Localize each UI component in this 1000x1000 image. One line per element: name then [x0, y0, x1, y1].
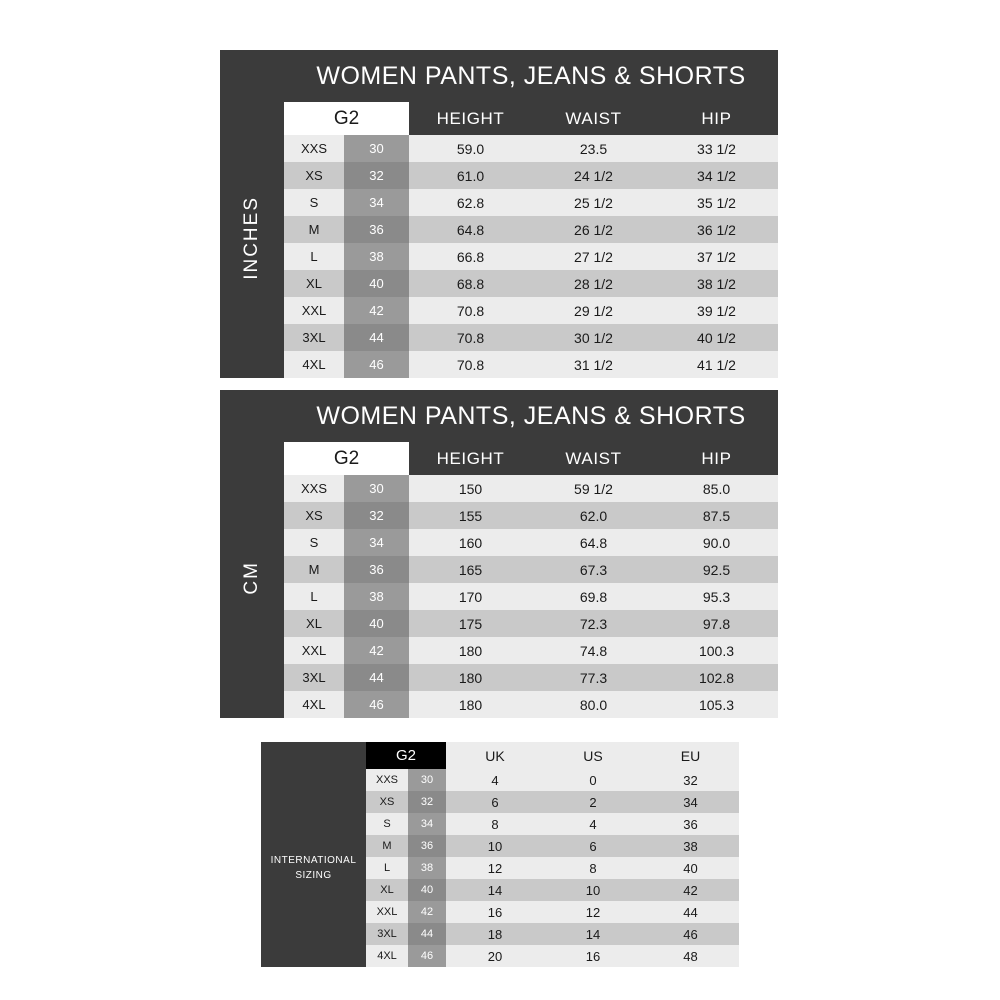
- cell-hip: 34 1/2: [697, 167, 736, 184]
- table-row: [220, 664, 778, 691]
- cell-g2: 40: [344, 610, 409, 637]
- cell-height: 175: [458, 615, 483, 632]
- cell-g2: 42: [344, 297, 409, 324]
- cell-waist: 24 1/2: [574, 167, 613, 184]
- cell-size: M: [366, 835, 408, 857]
- cell-waist: 64.8: [579, 534, 608, 551]
- cell-eu: 42: [683, 882, 698, 898]
- cell-us: 6: [589, 838, 597, 854]
- cell-hip: 41 1/2: [697, 356, 736, 373]
- cell-waist: 77.3: [579, 669, 608, 686]
- cell-size: XXL: [284, 637, 344, 664]
- cell-height: 62.8: [456, 194, 485, 211]
- cell-hip: 85.0: [702, 480, 731, 497]
- cell-g2: 36: [408, 835, 446, 857]
- column-header-waist: WAIST: [532, 102, 655, 135]
- cell-g2: 38: [344, 243, 409, 270]
- cell-g2: 38: [408, 857, 446, 879]
- cell-height: 180: [458, 696, 483, 713]
- cell-size: S: [284, 189, 344, 216]
- cell-us: 10: [585, 882, 601, 898]
- cell-g2: 34: [344, 529, 409, 556]
- cell-uk: 20: [487, 948, 503, 964]
- cell-uk: 6: [491, 794, 499, 810]
- cell-height: 180: [458, 642, 483, 659]
- table-title: WOMEN PANTS, JEANS & SHORTS: [284, 50, 778, 102]
- table-banner-row: [220, 50, 778, 102]
- cell-waist: 74.8: [579, 642, 608, 659]
- cell-uk: 8: [491, 816, 499, 832]
- cell-waist: 25 1/2: [574, 194, 613, 211]
- cell-waist: 30 1/2: [574, 329, 613, 346]
- cell-height: 165: [458, 561, 483, 578]
- column-header-g2: G2: [284, 442, 409, 475]
- cell-size: XXS: [284, 475, 344, 502]
- intl-label-line1: INTERNATIONAL: [270, 855, 357, 866]
- cell-size: S: [284, 529, 344, 556]
- table-row: [220, 610, 778, 637]
- intl-label: [261, 769, 366, 967]
- cell-us: 0: [589, 772, 597, 788]
- cell-size: XXS: [284, 135, 344, 162]
- intl-column-header-eu: EU: [642, 742, 739, 769]
- cell-height: 180: [458, 669, 483, 686]
- cell-height: 150: [458, 480, 483, 497]
- banner-spacer: [220, 50, 284, 102]
- cell-size: M: [284, 216, 344, 243]
- cell-waist: 80.0: [579, 696, 608, 713]
- cell-height: 170: [458, 588, 483, 605]
- table-row: [220, 162, 778, 189]
- table-header-row: [220, 442, 778, 475]
- intl-header-spacer: [261, 742, 366, 769]
- cell-g2: 38: [344, 583, 409, 610]
- cell-eu: 32: [683, 772, 698, 788]
- unit-label: INCHES: [241, 195, 262, 280]
- size-table-inches: [220, 50, 778, 378]
- cell-uk: 12: [487, 860, 503, 876]
- cell-eu: 36: [683, 816, 698, 832]
- cell-g2: 42: [344, 637, 409, 664]
- column-header-g2: G2: [284, 102, 409, 135]
- cell-height: 66.8: [456, 248, 485, 265]
- international-sizing-table: [261, 742, 739, 967]
- cell-g2: 32: [344, 162, 409, 189]
- cell-size: XS: [284, 162, 344, 189]
- cell-hip: 39 1/2: [697, 302, 736, 319]
- cell-size: M: [284, 556, 344, 583]
- cell-hip: 97.8: [702, 615, 731, 632]
- cell-uk: 4: [491, 772, 499, 788]
- unit-label-cell: [220, 102, 284, 378]
- cell-size: 3XL: [366, 923, 408, 945]
- column-header-hip: HIP: [655, 102, 778, 135]
- cell-waist: 67.3: [579, 561, 608, 578]
- cell-size: 4XL: [284, 691, 344, 718]
- cell-size: L: [366, 857, 408, 879]
- cell-waist: 31 1/2: [574, 356, 613, 373]
- cell-uk: 16: [487, 904, 503, 920]
- cell-us: 16: [585, 948, 601, 964]
- unit-label-cell: [220, 442, 284, 718]
- table-row: [220, 583, 778, 610]
- cell-g2: 44: [408, 923, 446, 945]
- cell-size: 4XL: [284, 351, 344, 378]
- cell-us: 2: [589, 794, 597, 810]
- intl-label-line2: SIZING: [295, 870, 332, 881]
- column-header-height: HEIGHT: [409, 442, 532, 475]
- table-row: [220, 189, 778, 216]
- cell-g2: 46: [344, 351, 409, 378]
- intl-column-header-uk: UK: [446, 742, 544, 769]
- cell-height: 61.0: [456, 167, 485, 184]
- cell-g2: 46: [344, 691, 409, 718]
- cell-waist: 72.3: [579, 615, 608, 632]
- cell-hip: 40 1/2: [697, 329, 736, 346]
- cell-waist: 28 1/2: [574, 275, 613, 292]
- cell-uk: 18: [487, 926, 503, 942]
- cell-size: XL: [366, 879, 408, 901]
- table-title: WOMEN PANTS, JEANS & SHORTS: [284, 390, 778, 442]
- cell-g2: 34: [408, 813, 446, 835]
- cell-g2: 32: [408, 791, 446, 813]
- cell-us: 14: [585, 926, 601, 942]
- cell-size: XXL: [366, 901, 408, 923]
- cell-hip: 102.8: [698, 669, 735, 686]
- cell-size: XS: [366, 791, 408, 813]
- column-header-waist: WAIST: [532, 442, 655, 475]
- table-row: [220, 475, 778, 502]
- cell-g2: 30: [344, 475, 409, 502]
- cell-eu: 40: [683, 860, 698, 876]
- cell-g2: 36: [344, 216, 409, 243]
- cell-size: XL: [284, 610, 344, 637]
- cell-waist: 26 1/2: [574, 221, 613, 238]
- cell-hip: 105.3: [698, 696, 735, 713]
- table-row: [220, 529, 778, 556]
- column-header-hip: HIP: [655, 442, 778, 475]
- cell-height: 70.8: [456, 356, 485, 373]
- cell-waist: 62.0: [579, 507, 608, 524]
- cell-uk: 14: [487, 882, 503, 898]
- cell-size: S: [366, 813, 408, 835]
- cell-eu: 46: [683, 926, 698, 942]
- cell-size: L: [284, 583, 344, 610]
- cell-size: XXS: [366, 769, 408, 791]
- cell-waist: 69.8: [579, 588, 608, 605]
- cell-height: 160: [458, 534, 483, 551]
- cell-g2: 30: [408, 769, 446, 791]
- cell-g2: 30: [344, 135, 409, 162]
- cell-eu: 44: [683, 904, 698, 920]
- cell-height: 59.0: [456, 140, 485, 157]
- cell-g2: 42: [408, 901, 446, 923]
- cell-hip: 95.3: [702, 588, 731, 605]
- cell-size: XS: [284, 502, 344, 529]
- cell-hip: 38 1/2: [697, 275, 736, 292]
- table-row: [220, 324, 778, 351]
- cell-hip: 37 1/2: [697, 248, 736, 265]
- intl-column-header-us: US: [544, 742, 642, 769]
- cell-g2: 44: [344, 664, 409, 691]
- cell-g2: 36: [344, 556, 409, 583]
- cell-g2: 34: [344, 189, 409, 216]
- table-banner-row: [220, 390, 778, 442]
- table-row: [220, 502, 778, 529]
- table-row: [220, 135, 778, 162]
- table-row: [220, 270, 778, 297]
- table-row: [220, 216, 778, 243]
- cell-us: 4: [589, 816, 597, 832]
- table-row: [220, 691, 778, 718]
- intl-header-row: [261, 742, 739, 769]
- cell-waist: 27 1/2: [574, 248, 613, 265]
- cell-size: XL: [284, 270, 344, 297]
- cell-height: 64.8: [456, 221, 485, 238]
- cell-waist: 29 1/2: [574, 302, 613, 319]
- cell-height: 155: [458, 507, 483, 524]
- intl-column-header-g2: G2: [366, 742, 446, 769]
- cell-g2: 40: [408, 879, 446, 901]
- cell-us: 8: [589, 860, 597, 876]
- cell-g2: 46: [408, 945, 446, 967]
- cell-hip: 90.0: [702, 534, 731, 551]
- banner-spacer: [220, 390, 284, 442]
- cell-g2: 44: [344, 324, 409, 351]
- cell-size: 3XL: [284, 324, 344, 351]
- table-row: [220, 351, 778, 378]
- cell-hip: 92.5: [702, 561, 731, 578]
- cell-waist: 23.5: [579, 140, 608, 157]
- cell-height: 68.8: [456, 275, 485, 292]
- cell-size: L: [284, 243, 344, 270]
- unit-label: CM: [241, 560, 262, 595]
- table-row: [220, 556, 778, 583]
- table-row: [220, 297, 778, 324]
- cell-waist: 59 1/2: [574, 480, 613, 497]
- cell-eu: 34: [683, 794, 698, 810]
- cell-size: 4XL: [366, 945, 408, 967]
- column-header-height: HEIGHT: [409, 102, 532, 135]
- cell-size: XXL: [284, 297, 344, 324]
- cell-hip: 87.5: [702, 507, 731, 524]
- table-row: [220, 637, 778, 664]
- cell-g2: 32: [344, 502, 409, 529]
- size-table-cm: [220, 390, 778, 718]
- table-row: [261, 769, 739, 791]
- cell-eu: 38: [683, 838, 698, 854]
- cell-eu: 48: [683, 948, 698, 964]
- table-header-row: [220, 102, 778, 135]
- cell-hip: 36 1/2: [697, 221, 736, 238]
- cell-size: 3XL: [284, 664, 344, 691]
- cell-hip: 35 1/2: [697, 194, 736, 211]
- cell-hip: 100.3: [698, 642, 735, 659]
- cell-g2: 40: [344, 270, 409, 297]
- cell-uk: 10: [487, 838, 503, 854]
- cell-height: 70.8: [456, 329, 485, 346]
- cell-height: 70.8: [456, 302, 485, 319]
- cell-us: 12: [585, 904, 601, 920]
- table-row: [220, 243, 778, 270]
- cell-hip: 33 1/2: [697, 140, 736, 157]
